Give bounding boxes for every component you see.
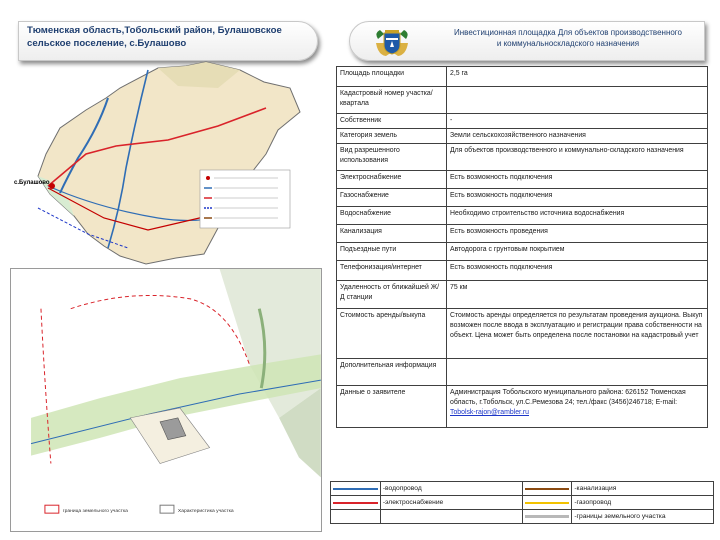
gas-swatch [525, 502, 570, 504]
table-row [337, 243, 708, 261]
settlement-marker-icon [49, 183, 55, 189]
table-row [337, 281, 708, 309]
row-value: Для объектов производственного и коммунально-складского назначения [447, 144, 708, 171]
location-line-1: Тюменская область,Тобольский район, Булашовское [27, 25, 282, 36]
row-value: Автодорога с грунтовым покрытием [447, 243, 708, 261]
row-label: Канализация [337, 225, 447, 243]
boundary-swatch [525, 515, 570, 518]
row-value: Необходимо строительство источника водоснабжения [447, 207, 708, 225]
table-row [337, 386, 708, 428]
table-row [337, 129, 708, 144]
boundary-label: -границы земельного участка [572, 510, 714, 524]
row-value: Стоимость аренды определяется по результатам проведения аукциона. Выкуп возможен после ввода в эксплуатацию и регистрации права собственности на объект. Цена может быть определена после постановки на кадастровый учет [447, 309, 708, 359]
site-plan-legend [45, 505, 234, 514]
water-label: -водопровод [380, 482, 522, 496]
email-link[interactable]: Tobolsk-rajon@rambler.ru [450, 409, 529, 416]
row-value: Есть возможность подключения [447, 189, 708, 207]
boundary-red [71, 295, 250, 364]
title-line-2: и коммунальноскладского назначения [496, 39, 640, 48]
char-legend-text: Характеристика участка [177, 509, 234, 515]
row-label: Кадастровый номер участка/квартала [337, 87, 447, 114]
table-row [337, 189, 708, 207]
site-plan [10, 268, 322, 532]
row-value: Земли сельскохозяйственного назначения [447, 129, 708, 144]
row-label: Собственник [337, 114, 447, 129]
row-label: Площадь площадки [337, 67, 447, 87]
power-label: -электроснабжение [380, 496, 522, 510]
row-label: Вид разрешенного использования [337, 144, 447, 171]
table-row [337, 144, 708, 171]
row-label: Телефонизация/интернет [337, 261, 447, 281]
utilities-legend [330, 481, 714, 524]
title-banner [349, 21, 705, 61]
location-banner [18, 21, 318, 61]
row-value [447, 87, 708, 114]
table-row [337, 309, 708, 359]
table-row [337, 114, 708, 129]
row-value [447, 359, 708, 386]
legend-row [331, 482, 714, 496]
water-swatch [333, 488, 378, 490]
row-label: Данные о заявителе [337, 386, 447, 428]
row-value: - [447, 114, 708, 129]
row-value: Есть возможность подключения [447, 171, 708, 189]
row-label: Дополнительная информация [337, 359, 447, 386]
location-line-2: сельское поселение, с.Булашово [27, 37, 187, 49]
row-label: Электроснабжение [337, 171, 447, 189]
row-label: Стоимость аренды/выкупа [337, 309, 447, 359]
settlement-label: с.Булашово [14, 180, 50, 186]
sewer-label: -канализация [572, 482, 714, 496]
map-legend [200, 170, 290, 228]
gas-label: -газопровод [572, 496, 714, 510]
table-row [337, 171, 708, 189]
table-row [337, 261, 708, 281]
table-row [337, 359, 708, 386]
table-row [337, 225, 708, 243]
site-legend-text: граница земельного участка [62, 509, 128, 515]
legend-row [331, 496, 714, 510]
applicant-details: Администрация Тобольского муниципального района: 626152 Тюменская область, г.Тобольск, ул.С.Ремезова 24; тел./факс (3456)246718; E-mail: [450, 389, 686, 406]
info-table [336, 66, 708, 428]
row-value: Есть возможность подключения [447, 261, 708, 281]
row-label: Подъездные пути [337, 243, 447, 261]
region-map [8, 58, 320, 268]
table-row [337, 207, 708, 225]
row-label: Категория земель [337, 129, 447, 144]
table-row [337, 87, 708, 114]
row-label: Удаленность от ближайшей Ж/Д станции [337, 281, 447, 309]
sewer-swatch [525, 488, 570, 490]
row-value: 75 км [447, 281, 708, 309]
coat-of-arms-icon [372, 25, 412, 59]
power-swatch [333, 502, 378, 504]
title-line-1: Инвестиционная площадка Для объектов производственного [454, 28, 682, 37]
row-value: Есть возможность проведения [447, 225, 708, 243]
district-area [38, 62, 300, 264]
row-label: Газоснабжение [337, 189, 447, 207]
row-value [447, 386, 708, 428]
legend-row [331, 510, 714, 524]
row-value: 2,5 га [447, 67, 708, 87]
row-label: Водоснабжение [337, 207, 447, 225]
table-row [337, 67, 708, 87]
